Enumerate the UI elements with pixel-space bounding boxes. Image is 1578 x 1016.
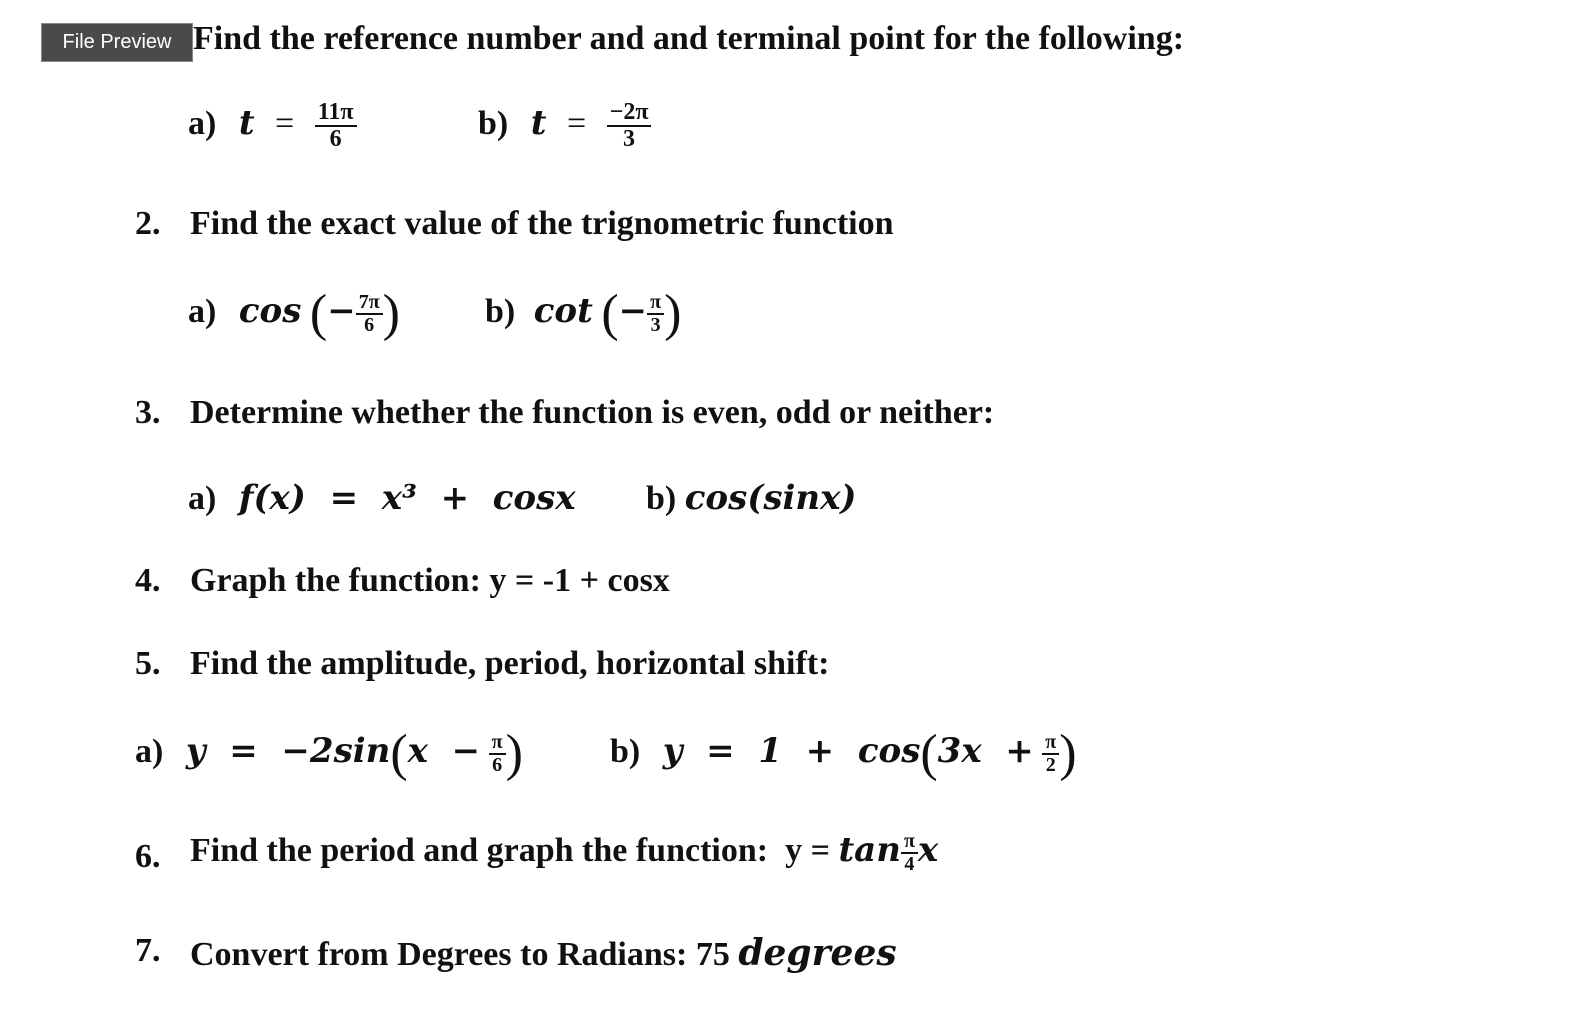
q2-a-open-paren: ( [309, 285, 328, 342]
q1-a-eq: = [275, 104, 295, 142]
q2-number: 2. [135, 205, 161, 242]
q1-a-denominator: 6 [315, 125, 357, 152]
q6-line [190, 830, 938, 875]
q3-a-expr: f(x) = x³ + cosx [238, 478, 576, 518]
q2-b-denominator: 3 [647, 313, 664, 336]
q5-number: 5. [135, 645, 161, 682]
q3-b-label: b) [646, 480, 677, 517]
q5-title: Find the amplitude, period, horizontal shift: [190, 645, 830, 682]
q5-b-numerator: π [1045, 731, 1057, 753]
q3-title: Determine whether the function is even, odd or neither: [190, 394, 995, 431]
q1-b-fraction [607, 100, 652, 152]
q2-a-fn: cos [238, 290, 302, 331]
q5-a-label: a) [135, 732, 164, 770]
q6-fn: tan [838, 830, 901, 870]
q1-a-fraction [315, 100, 357, 152]
q2-b-label: b) [485, 292, 516, 330]
q6-var: x [917, 830, 939, 870]
q5-a-denominator: 6 [489, 753, 506, 776]
q1-b-label: b) [478, 104, 509, 142]
q1-a-label: a) [188, 104, 217, 142]
q5-b-inner: 3x + [937, 730, 1034, 771]
q3-part-a [188, 478, 576, 518]
q5-a-lhs: y = −2sin [185, 730, 391, 771]
q2-a-minus: − [327, 290, 356, 331]
q1-a-numerator: 11π [317, 99, 354, 125]
q2-part-a [188, 285, 400, 342]
q5-b-denominator: 2 [1042, 753, 1059, 776]
q2-title: Find the exact value of the trignometric function [190, 205, 894, 242]
q3-a-label: a) [188, 480, 217, 517]
q2-a-denominator: 6 [356, 313, 383, 336]
q5-part-b [610, 725, 1077, 782]
q5-b-open-paren: ( [920, 725, 938, 782]
q1-title: Find the reference number and and terminal point for the following: [193, 20, 1185, 57]
q6-number: 6. [135, 838, 161, 875]
q5-b-label: b) [610, 732, 641, 770]
q6-denominator: 4 [901, 852, 918, 875]
q5-a-open-paren: ( [390, 725, 408, 782]
q5-b-close-paren: ) [1059, 725, 1077, 782]
q7-title: Convert from Degrees to Radians: 75 [190, 936, 739, 973]
q5-b-lhs: y = 1 + cos [662, 730, 921, 771]
q5-a-inner: x − [407, 730, 481, 771]
q2-b-fraction [647, 292, 664, 336]
q5-a-numerator: π [491, 731, 503, 753]
q2-a-close-paren: ) [382, 285, 400, 342]
q1-b-denominator: 3 [607, 125, 652, 152]
q1-b-eq: = [566, 104, 587, 142]
q3-b-expr: cos(sinx) [684, 478, 857, 518]
q5-b-fraction [1042, 732, 1059, 776]
q4-title: Graph the function: y = -1 + cosx [190, 562, 670, 599]
q2-b-fn: cot [533, 290, 593, 331]
q4-number: 4. [135, 562, 161, 599]
q5-a-fraction [489, 732, 506, 776]
q1-part-a [188, 100, 357, 152]
q1-b-numerator: −2π [609, 99, 649, 125]
q3-number: 3. [135, 394, 161, 431]
q5-a-close-paren: ) [505, 725, 523, 782]
q6-numerator: π [903, 830, 915, 853]
q2-b-numerator: π [650, 291, 662, 313]
q2-b-close-paren: ) [664, 285, 682, 342]
q7-number: 7. [135, 932, 161, 969]
q2-a-numerator: 7π [358, 291, 380, 313]
q6-fraction [901, 831, 918, 875]
q7-line [190, 932, 897, 974]
q2-b-minus: − [618, 290, 648, 331]
q1-part-b [478, 100, 651, 152]
file-preview-badge[interactable]: File Preview [41, 23, 193, 62]
q2-b-open-paren: ( [601, 285, 619, 342]
q7-unit: degrees [738, 932, 897, 974]
q2-a-label: a) [188, 292, 217, 330]
q1-a-var: t [238, 102, 255, 143]
q2-a-fraction [356, 292, 383, 336]
q1-b-var: t [530, 102, 547, 143]
q3-part-b [646, 478, 856, 518]
q5-part-a [135, 725, 523, 782]
q6-title: Find the period and graph the function: y = [190, 832, 839, 869]
q2-part-b [485, 285, 682, 342]
